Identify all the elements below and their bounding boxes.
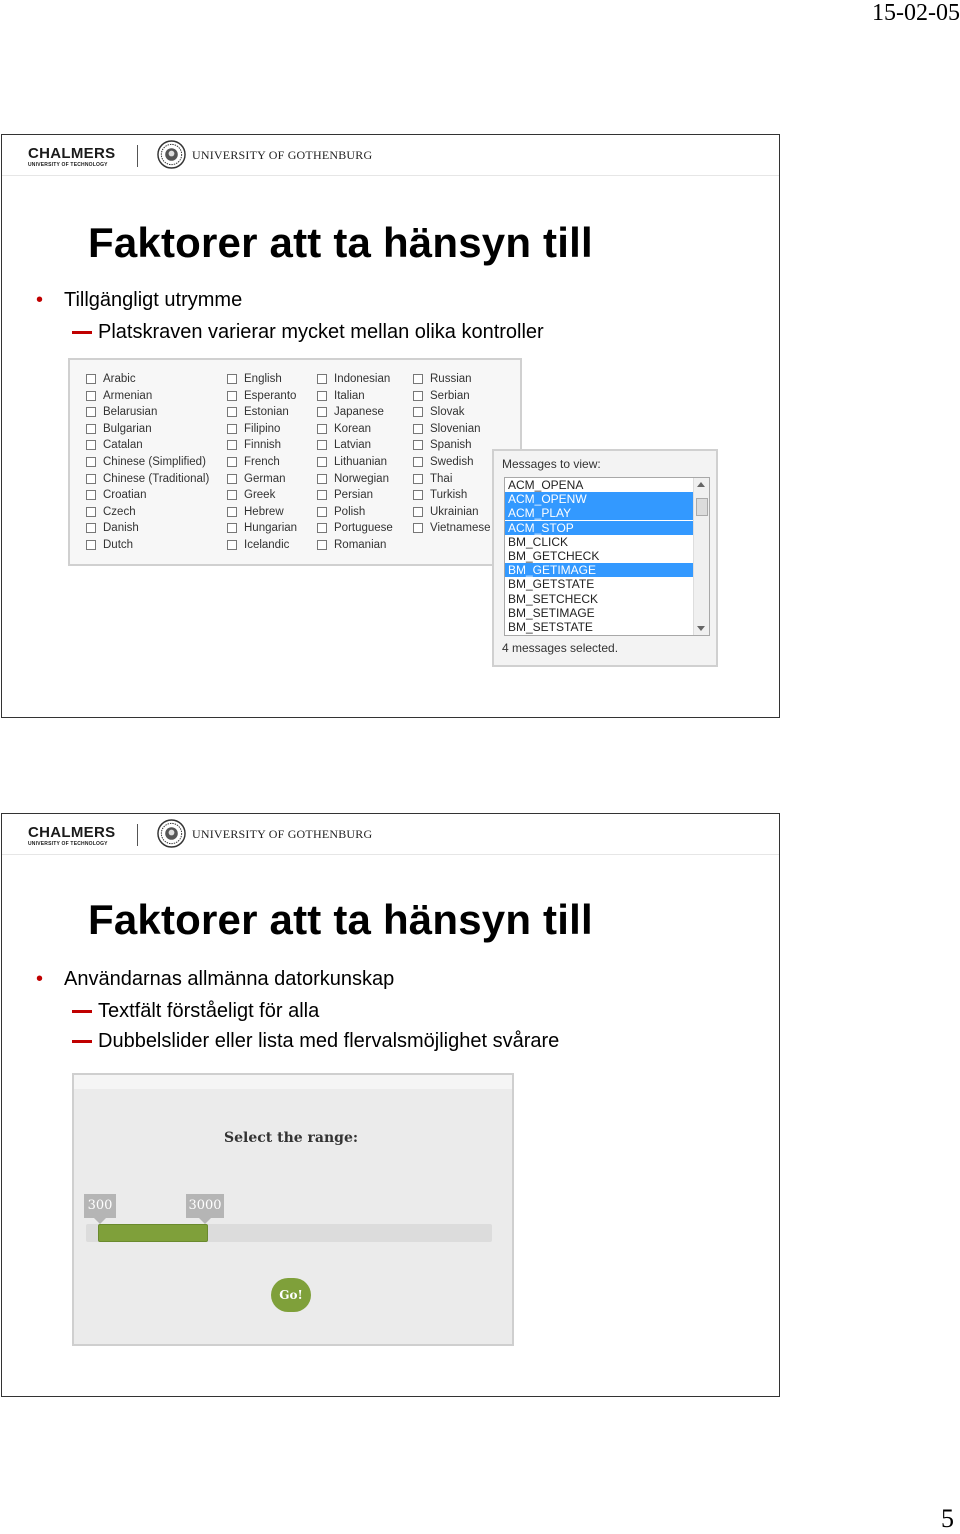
checkbox[interactable] [86, 424, 96, 434]
language-label: German [244, 472, 286, 485]
scroll-down-arrow-icon[interactable] [697, 626, 705, 631]
message-list-item[interactable]: BM_GETSTATE [508, 577, 595, 592]
language-checkbox-panel [68, 358, 522, 566]
language-label: Greek [244, 489, 276, 502]
language-label: Swedish [430, 455, 474, 468]
message-list-item[interactable]: ACM_STOP [505, 521, 693, 535]
message-list-item[interactable]: BM_CLICK [508, 534, 569, 549]
language-label: Polish [334, 505, 366, 518]
checkbox[interactable] [227, 490, 237, 500]
chalmers-logo-subtitle: UNIVERSITY OF TECHNOLOGY [28, 162, 108, 168]
slide-header [2, 135, 779, 176]
checkbox[interactable] [86, 391, 96, 401]
checkbox[interactable] [317, 507, 327, 517]
checkbox[interactable] [227, 374, 237, 384]
language-label: Hebrew [244, 505, 284, 518]
checkbox[interactable] [227, 457, 237, 467]
language-label: Chinese (Traditional) [103, 472, 210, 485]
checkbox[interactable] [413, 391, 423, 401]
message-list-item[interactable]: BM_GETIMAGE [505, 563, 693, 577]
bullet-dot-icon: • [36, 289, 44, 311]
language-label: Italian [334, 389, 365, 402]
checkbox[interactable] [227, 474, 237, 484]
language-label: Thai [430, 472, 453, 485]
messages-panel [492, 449, 718, 667]
checkbox[interactable] [413, 440, 423, 450]
message-list-item[interactable]: BM_SETIMAGE [508, 605, 595, 620]
language-label: Esperanto [244, 389, 297, 402]
checkbox[interactable] [227, 407, 237, 417]
checkbox[interactable] [317, 374, 327, 384]
language-label: Vietnamese [430, 522, 491, 535]
language-label: Icelandic [244, 538, 290, 551]
language-label: Czech [103, 505, 136, 518]
messages-title: Messages to view: [502, 457, 601, 471]
language-label: Persian [334, 489, 373, 502]
range-selected-fill[interactable] [98, 1224, 208, 1242]
dash-icon [72, 1010, 92, 1013]
messages-listbox[interactable] [504, 477, 710, 636]
language-label: Armenian [103, 389, 153, 402]
slide-1 [1, 134, 780, 718]
language-label: Portuguese [334, 522, 393, 535]
slide-2 [1, 813, 780, 1397]
message-list-item[interactable]: ACM_PLAY [505, 506, 693, 520]
checkbox[interactable] [413, 474, 423, 484]
language-label: Filipino [244, 422, 281, 435]
checkbox[interactable] [413, 507, 423, 517]
message-list-item[interactable]: ACM_OPENA [508, 478, 584, 492]
checkbox[interactable] [413, 523, 423, 533]
checkbox[interactable] [86, 507, 96, 517]
scroll-up-arrow-icon[interactable] [697, 482, 705, 487]
language-label: French [244, 455, 280, 468]
range-slider-widget [72, 1073, 514, 1346]
language-label: Danish [103, 522, 139, 535]
language-label: Romanian [334, 538, 387, 551]
checkbox[interactable] [86, 440, 96, 450]
university-name: UNIVERSITY OF GOTHENBURG [192, 827, 373, 841]
language-label: Indonesian [334, 373, 391, 385]
language-label: English [244, 373, 282, 385]
checkbox[interactable] [413, 457, 423, 467]
checkbox[interactable] [227, 391, 237, 401]
checkbox[interactable] [227, 424, 237, 434]
checkbox[interactable] [86, 474, 96, 484]
checkbox[interactable] [317, 391, 327, 401]
messages-scrollbar[interactable] [693, 478, 709, 635]
language-label: Chinese (Simplified) [103, 455, 206, 468]
university-seal-icon [157, 819, 186, 848]
checkbox[interactable] [227, 540, 237, 550]
sub-bullet-text: Platskraven varierar mycket mellan olika kontroller [98, 321, 544, 343]
min-value-tooltip: 300 [84, 1194, 116, 1218]
checkbox[interactable] [413, 374, 423, 384]
checkbox[interactable] [413, 490, 423, 500]
checkbox[interactable] [413, 407, 423, 417]
range-label: Select the range: [224, 1130, 359, 1146]
range-widget-top-band [74, 1075, 512, 1089]
checkbox[interactable] [317, 540, 327, 550]
page-date: 15-02-05 [872, 0, 960, 26]
header-divider [137, 824, 138, 846]
checkbox[interactable] [86, 523, 96, 533]
message-list-item[interactable]: BM_SETCHECK [508, 591, 599, 606]
checkbox[interactable] [317, 474, 327, 484]
scroll-thumb[interactable] [696, 498, 708, 516]
language-label: Croatian [103, 489, 147, 502]
language-label: Hungarian [244, 522, 298, 535]
language-label: Latvian [334, 439, 372, 452]
checkbox[interactable] [317, 523, 327, 533]
checkbox[interactable] [317, 407, 327, 417]
language-label: Korean [334, 422, 372, 435]
checkbox[interactable] [317, 424, 327, 434]
checkbox[interactable] [317, 490, 327, 500]
language-label: Bulgarian [103, 422, 152, 435]
language-label: Turkish [430, 489, 468, 502]
language-label: Russian [430, 373, 472, 385]
max-value-tooltip: 3000 [186, 1194, 224, 1218]
chalmers-logo-name: CHALMERS [28, 145, 116, 162]
slide-title: Faktorer att ta hänsyn till [88, 219, 593, 266]
university-name: UNIVERSITY OF GOTHENBURG [192, 148, 373, 162]
checkbox[interactable] [317, 440, 327, 450]
bullet-dot-icon: • [36, 968, 44, 990]
message-list-item[interactable]: ACM_OPENW [505, 492, 693, 506]
checkbox[interactable] [86, 374, 96, 384]
chalmers-logo [28, 825, 115, 847]
language-label: Ukrainian [430, 505, 479, 518]
dash-icon [72, 1040, 92, 1043]
checkbox[interactable] [317, 457, 327, 467]
language-label: Arabic [103, 373, 136, 385]
page-number: 5 [941, 1504, 954, 1533]
language-label: Finnish [244, 439, 282, 452]
go-button[interactable]: Go! [271, 1278, 311, 1312]
language-label: Slovenian [430, 422, 481, 435]
language-label: Serbian [430, 389, 470, 402]
language-label: Catalan [103, 439, 143, 452]
chalmers-logo-subtitle: UNIVERSITY OF TECHNOLOGY [28, 841, 108, 847]
language-label: Estonian [244, 406, 289, 419]
language-label: Belarusian [103, 406, 158, 419]
header-divider [137, 145, 138, 167]
university-seal-icon [157, 140, 186, 169]
bullet-text: Tillgängligt utrymme [64, 289, 243, 311]
sub-bullet-text: Dubbelslider eller lista med flervalsmöjlighet svårare [98, 1030, 560, 1052]
checkbox[interactable] [227, 523, 237, 533]
checkbox[interactable] [86, 490, 96, 500]
language-label: Spanish [430, 439, 472, 452]
checkbox[interactable] [227, 440, 237, 450]
checkbox[interactable] [413, 424, 423, 434]
language-label: Dutch [103, 538, 134, 551]
message-list-item[interactable]: BM_GETCHECK [508, 549, 600, 563]
language-label: Lithuanian [334, 455, 388, 468]
slide-header [2, 814, 779, 855]
range-track[interactable] [86, 1224, 492, 1242]
language-label: Slovak [430, 406, 465, 419]
chalmers-logo [28, 146, 115, 168]
language-label: Norwegian [334, 472, 389, 485]
checkbox[interactable] [86, 540, 96, 550]
messages-status: 4 messages selected. [502, 641, 619, 655]
checkbox[interactable] [86, 407, 96, 417]
slide-title: Faktorer att ta hänsyn till [88, 896, 593, 943]
sub-bullet-text: Textfält förståeligt för alla [98, 1000, 320, 1022]
bullet-text: Användarnas allmänna datorkunskap [64, 968, 395, 990]
checkbox[interactable] [227, 507, 237, 517]
checkbox[interactable] [86, 457, 96, 467]
language-label: Japanese [334, 406, 384, 419]
dash-icon [72, 331, 92, 334]
chalmers-logo-name: CHALMERS [28, 824, 116, 841]
message-list-item[interactable]: BM_SETSTATE [508, 620, 593, 634]
